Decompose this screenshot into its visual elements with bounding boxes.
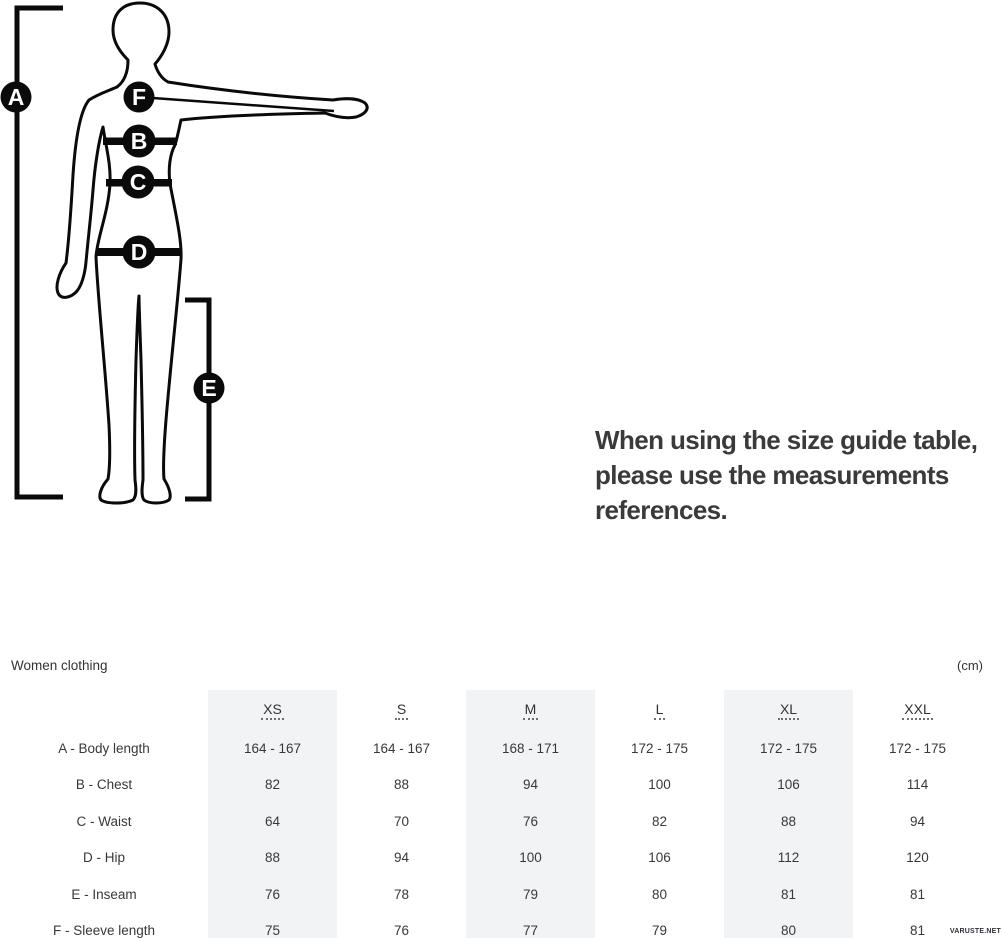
measurement-value: 88	[208, 840, 337, 877]
measurement-value: 94	[909, 813, 926, 829]
measurement-value: 82	[651, 813, 668, 829]
measurement-value: 79	[651, 923, 668, 938]
measurement-row-label: C - Waist	[76, 813, 132, 829]
body-diagram-svg	[0, 0, 400, 520]
body-measurement-diagram	[0, 0, 400, 520]
size-column-label: XS	[261, 701, 284, 720]
size-column-label: XXL	[902, 701, 932, 720]
marker-b-label: B	[130, 128, 148, 154]
measurement-value: 100	[648, 777, 671, 793]
measurement-value: 81	[724, 876, 853, 913]
size-column-header	[208, 690, 337, 730]
body-length-bracket	[17, 8, 63, 497]
measurement-value: 81	[909, 886, 926, 902]
measurement-row-label: D - Hip	[82, 850, 125, 866]
size-column-label: S	[395, 701, 408, 720]
size-table	[0, 690, 1003, 938]
measurement-row-label: E - Inseam	[71, 886, 137, 902]
marker-c	[122, 166, 155, 199]
table-unit-label: (cm)	[957, 658, 983, 673]
size-column-label: L	[654, 701, 666, 720]
measurement-value: 114	[906, 777, 929, 793]
size-column-header	[853, 690, 982, 730]
measurement-value: 168 - 171	[466, 730, 595, 767]
size-column-header	[466, 690, 595, 730]
measurement-value: 172 - 175	[724, 730, 853, 767]
marker-d-label: D	[130, 239, 148, 265]
table-title: Women clothing	[11, 658, 108, 673]
measurement-value: 88	[724, 803, 853, 840]
measurement-row-label: B - Chest	[75, 777, 133, 793]
marker-f	[124, 82, 155, 113]
measurement-value: 77	[466, 913, 595, 938]
measurement-value: 75	[208, 913, 337, 938]
measurement-row-label: A - Body length	[58, 740, 150, 756]
measurement-value: 164 - 167	[208, 730, 337, 767]
measurement-value: 76	[466, 803, 595, 840]
measurement-value: 76	[393, 923, 410, 938]
measurement-value: 120	[906, 850, 929, 866]
measurement-value: 81	[909, 923, 926, 938]
marker-a-label: A	[7, 84, 25, 110]
size-column-label: XL	[778, 701, 799, 720]
measurement-value: 82	[208, 767, 337, 804]
table-corner-cell	[0, 690, 208, 730]
measurement-value: 76	[208, 876, 337, 913]
measurement-value: 88	[393, 777, 410, 793]
marker-c-label: C	[129, 169, 147, 195]
marker-f-label: F	[131, 84, 147, 110]
measurement-value: 79	[466, 876, 595, 913]
size-guide-note-line1: When using the size guide table,	[595, 425, 978, 455]
measurement-value: 164 - 167	[372, 740, 431, 756]
size-column-label: M	[523, 701, 539, 720]
measurement-value: 64	[208, 803, 337, 840]
measurement-value: 172 - 175	[888, 740, 947, 756]
size-column-header	[337, 690, 466, 730]
measurement-value: 112	[724, 840, 853, 877]
measurement-value: 78	[393, 886, 410, 902]
marker-d	[123, 236, 156, 269]
marker-b	[123, 125, 156, 158]
watermark-logo: VARUSTE.NET	[949, 928, 1001, 935]
size-column-header	[724, 690, 853, 730]
measurement-row-label: F - Sleeve length	[52, 923, 156, 938]
measurement-value: 80	[651, 886, 668, 902]
measurement-value: 172 - 175	[630, 740, 689, 756]
marker-e	[194, 373, 225, 404]
measurement-value: 106	[724, 767, 853, 804]
marker-a	[1, 82, 32, 113]
measurement-value: 94	[393, 850, 410, 866]
measurement-value: 106	[648, 850, 671, 866]
measurement-value: 70	[393, 813, 410, 829]
size-guide-note	[595, 423, 1003, 528]
marker-e-label: E	[201, 375, 217, 401]
size-column-header	[595, 690, 724, 730]
size-guide-note-line3: references.	[595, 495, 728, 525]
measurement-value: 80	[724, 913, 853, 938]
measurement-value: 100	[466, 840, 595, 877]
measurement-value: 94	[466, 767, 595, 804]
size-guide-note-line2: please use the measurements	[595, 460, 949, 490]
